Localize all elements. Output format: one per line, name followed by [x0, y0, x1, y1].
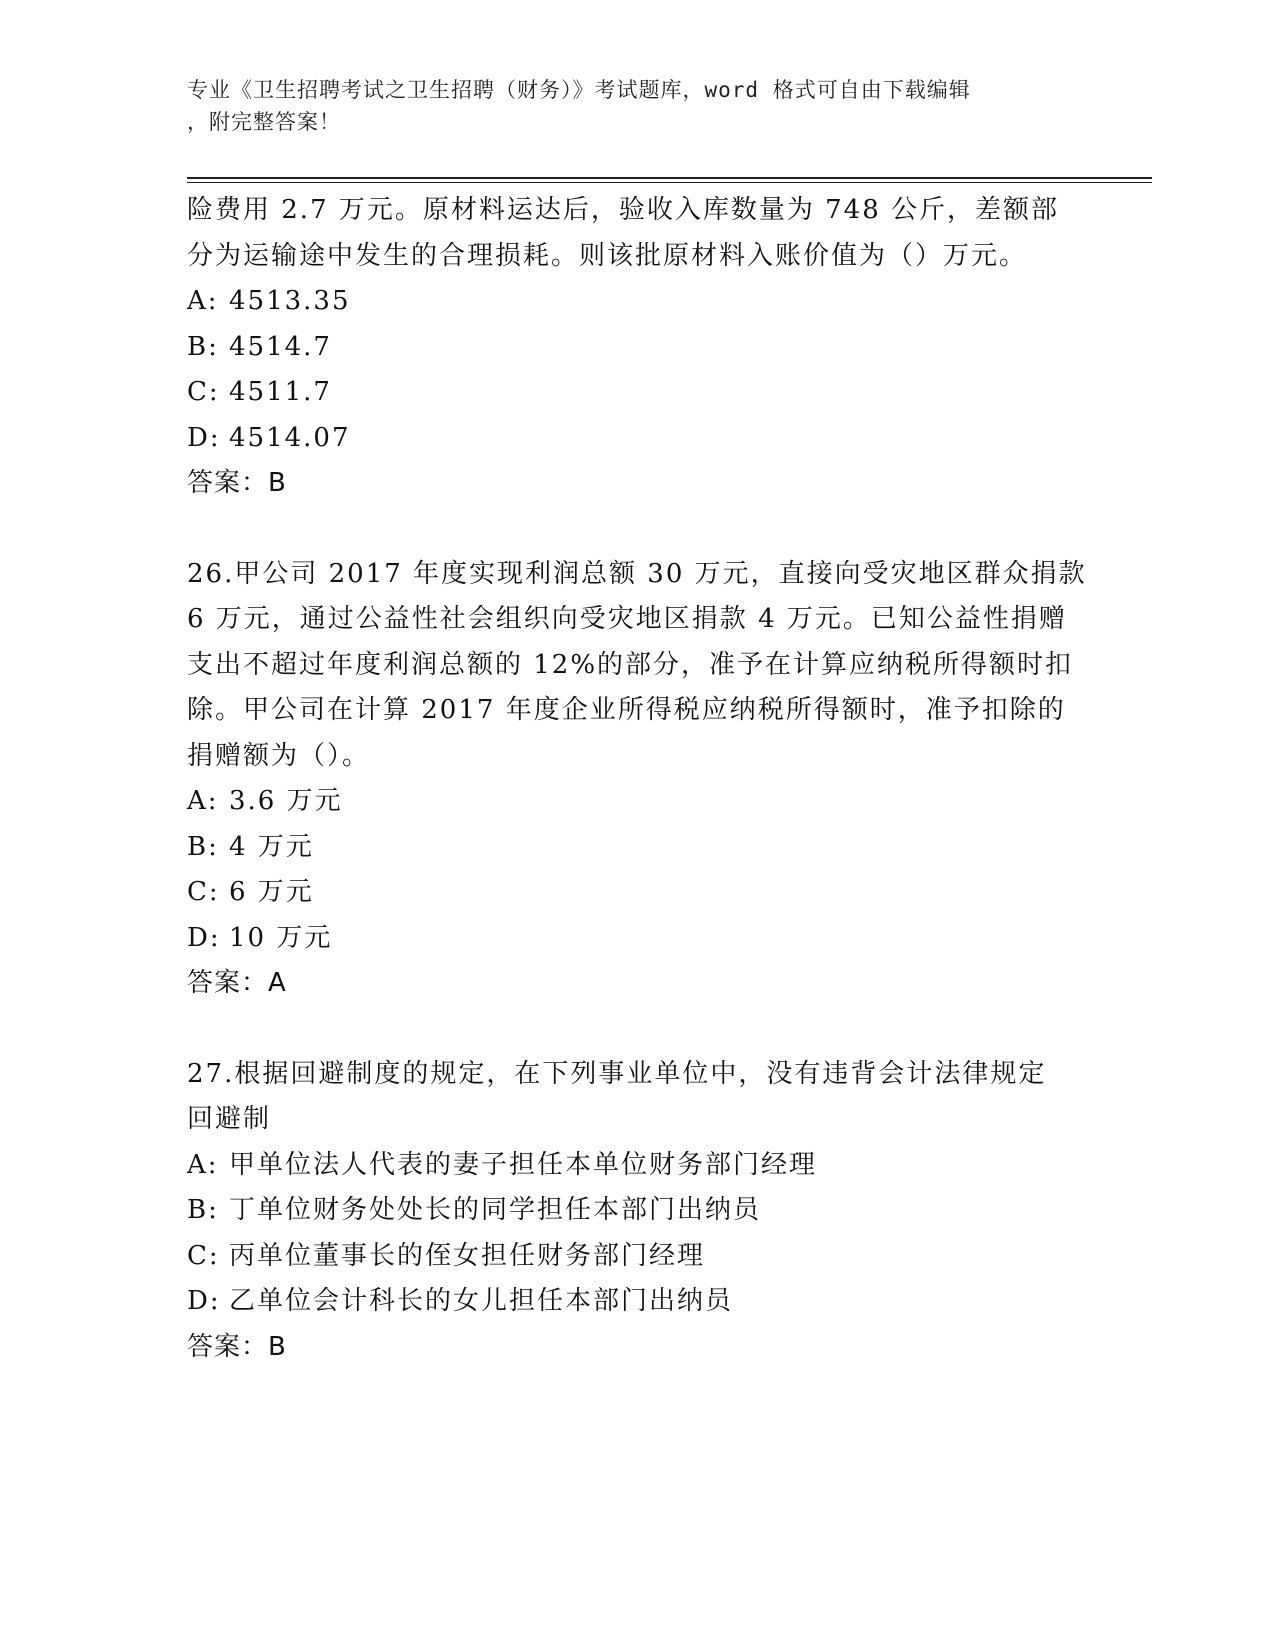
option-text: 4 万元: [229, 831, 314, 862]
question-text-line: 分为运输途中发生的合理损耗。则该批原材料入账价值为（）万元。: [187, 240, 1028, 271]
option-text: 4513.35: [229, 286, 351, 316]
option-b: [187, 1188, 1087, 1234]
header-divider-thin: [187, 182, 1152, 183]
option-b: [187, 325, 1087, 371]
option-d: [187, 416, 1087, 462]
option-b: [187, 825, 1087, 871]
option-text: 4514.07: [229, 422, 351, 453]
option-text: 6 万元: [229, 877, 314, 907]
spacer: [187, 507, 1087, 552]
option-letter: D:: [187, 422, 221, 453]
option-a: [187, 1143, 1087, 1189]
question-text-line: 险费用 2.7 万元。原材料运达后，验收入库数量为 748 公斤，差额部: [187, 195, 1060, 225]
option-letter: A:: [187, 286, 219, 316]
option-letter: C:: [187, 877, 220, 907]
option-d: [187, 1279, 1087, 1325]
spacer: [187, 1007, 1087, 1052]
option-letter: B:: [187, 1195, 219, 1225]
page-content: [187, 188, 1087, 1370]
option-letter: B:: [187, 831, 219, 862]
answer-line: 答案：B: [187, 1331, 287, 1362]
option-a: [187, 779, 1087, 825]
header-divider: [187, 177, 1152, 179]
question-27: [187, 1052, 1087, 1371]
answer-line: 答案：A: [187, 968, 287, 998]
question-text-line: 27.根据回避制度的规定，在下列事业单位中，没有违背会计法律规定: [187, 1058, 1047, 1089]
question-25: [187, 188, 1087, 507]
header-line-2: ，附完整答案！: [187, 110, 341, 134]
header-line-1: 专业《卫生招聘考试之卫生招聘（财务）》考试题库，word 格式可自由下载编辑: [187, 78, 971, 102]
question-text-line: 捐赠额为（）。: [187, 740, 371, 771]
option-letter: C:: [187, 1240, 220, 1271]
option-text: 丙单位董事长的侄女担任财务部门经理: [229, 1240, 706, 1271]
option-text: 10 万元: [229, 922, 333, 953]
question-text-line: 除。甲公司在计算 2017 年度企业所得税应纳税所得额时，准予扣除的: [187, 695, 1066, 725]
option-text: 乙单位会计科长的女儿担任本部门出纳员: [229, 1286, 734, 1316]
question-text-line: 回避制: [187, 1104, 272, 1134]
answer-line: 答案：B: [187, 468, 287, 498]
question-text-line: 6 万元，通过公益性社会组织向受灾地区捐款 4 万元。已知公益性捐赠: [187, 604, 1067, 634]
option-text: 丁单位财务处处长的同学担任本部门出纳员: [229, 1195, 762, 1225]
option-a: [187, 279, 1087, 325]
option-letter: A:: [187, 786, 219, 816]
option-letter: C:: [187, 377, 220, 407]
option-letter: B:: [187, 331, 219, 362]
option-text: 4514.7: [229, 331, 332, 362]
option-text: 3.6 万元: [229, 786, 343, 816]
option-c: [187, 370, 1087, 416]
question-26: [187, 552, 1087, 1007]
option-c: [187, 1234, 1087, 1280]
question-text-line: 26.甲公司 2017 年度实现利润总额 30 万元，直接向受灾地区群众捐款: [187, 558, 1087, 589]
option-d: [187, 916, 1087, 962]
option-text: 甲单位法人代表的妻子担任本单位财务部门经理: [229, 1149, 818, 1180]
option-letter: D:: [187, 1286, 221, 1316]
option-letter: A:: [187, 1149, 219, 1180]
option-letter: D:: [187, 922, 221, 953]
page-header: [187, 74, 1087, 138]
option-text: 4511.7: [229, 377, 332, 407]
question-text-line: 支出不超过年度利润总额的 12%的部分，准予在计算应纳税所得额时扣: [187, 649, 1074, 680]
option-c: [187, 870, 1087, 916]
